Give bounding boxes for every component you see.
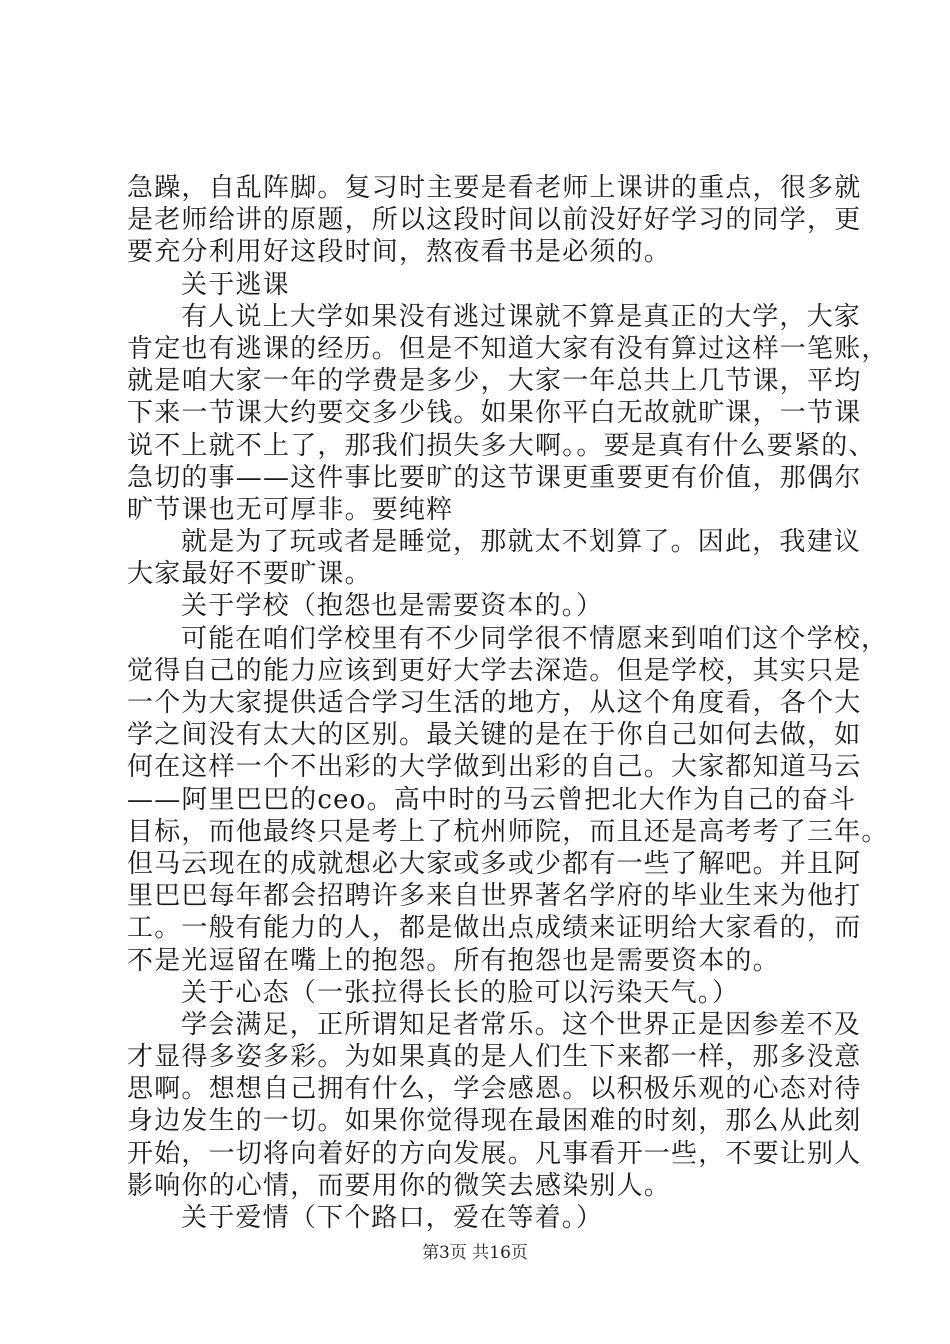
text-line: 要充分利用好这段时间，熬夜看书是必须的。: [127, 237, 672, 268]
text-line: 思啊。想想自己拥有什么，学会感恩。以积极乐观的心态对待: [127, 1074, 862, 1105]
section-heading: 关于逃课: [181, 269, 290, 300]
section-heading: 关于爱情（下个路口，爱在等着。）: [181, 1203, 604, 1233]
text-line: 工。一般有能力的人，都是做出点成绩来证明给大家看的，而: [127, 913, 862, 944]
text-line: 肯定也有逃课的经历。但是不知道大家有没有算过这样一笔账，: [127, 333, 889, 364]
page-number-footer: 第3页 共16页: [422, 1243, 528, 1263]
text-line: ——阿里巴巴的ceo。高中时的马云曾把北大作为自己的奋斗: [127, 784, 857, 815]
text-line: 开始，一切将向着好的方向发展。凡事看开一些，不要让别人: [127, 1138, 862, 1169]
text-line: 旷节课也无可厚非。要纯粹: [127, 494, 454, 525]
text-line: 觉得自己的能力应该到更好大学去深造。但是学校，其实只是: [127, 655, 862, 686]
text-line: 可能在咱们学校里有不少同学很不情愿来到咱们这个学校，: [181, 623, 889, 654]
text-line: 就是咱大家一年的学费是多少，大家一年总共上几节课，平均: [127, 366, 862, 397]
section-heading: 关于心态（一张拉得长长的脸可以污染天气。）: [181, 977, 740, 1008]
text-line: 是老师给讲的原题，所以这段时间以前没好好学习的同学，更: [127, 205, 862, 236]
text-line: 急切的事——这件事比要旷的这节课更重要更有价值，那偶尔: [127, 462, 862, 493]
section-heading: 关于学校（抱怨也是需要资本的。）: [181, 591, 604, 622]
text-line: 下来一节课大约要交多少钱。如果你平白无故就旷课，一节课: [127, 398, 862, 429]
document-body: [127, 172, 889, 1234]
text-line: 说不上就不上了，那我们损失多大啊。。要是真有什么要紧的、: [127, 430, 876, 461]
text-line: 影响你的心情，而要用你的微笑去感染别人。: [127, 1170, 672, 1201]
text-line: 急躁，自乱阵脚。复习时主要是看老师上课讲的重点，很多就: [127, 173, 862, 203]
text-line: 何在这样一个不出彩的大学做到出彩的自己。大家都知道马云: [127, 752, 862, 783]
text-line: 有人说上大学如果没有逃过课就不算是真正的大学，大家: [181, 301, 862, 332]
text-line: 不是光逗留在嘴上的抱怨。所有抱怨也是需要资本的。: [127, 945, 780, 976]
text-line: 就是为了玩或者是睡觉，那就太不划算了。因此，我建议: [181, 527, 862, 558]
text-line: 才显得多姿多彩。为如果真的是人们生下来都一样，那多没意: [127, 1042, 862, 1073]
text-line: 一个为大家提供适合学习生活的地方，从这个角度看，各个大: [127, 688, 862, 718]
text-line: 学会满足，正所谓知足者常乐。这个世界正是因参差不及: [181, 1009, 862, 1040]
text-line: 目标，而他最终只是考上了杭州师院，而且还是高考考了三年。: [127, 816, 889, 847]
text-line: 大家最好不要旷课。: [127, 559, 372, 590]
text-line: 里巴巴每年都会招聘许多来自世界著名学府的毕业生来为他打: [127, 881, 862, 912]
text-line: 身边发生的一切。如果你觉得现在最困难的时刻，那么从此刻: [127, 1106, 862, 1137]
text-line: 学之间没有太大的区别。最关键的是在于你自己如何去做，如: [127, 720, 862, 751]
text-line: 但马云现在的成就想必大家或多或少都有一些了解吧。并且阿: [127, 848, 862, 879]
